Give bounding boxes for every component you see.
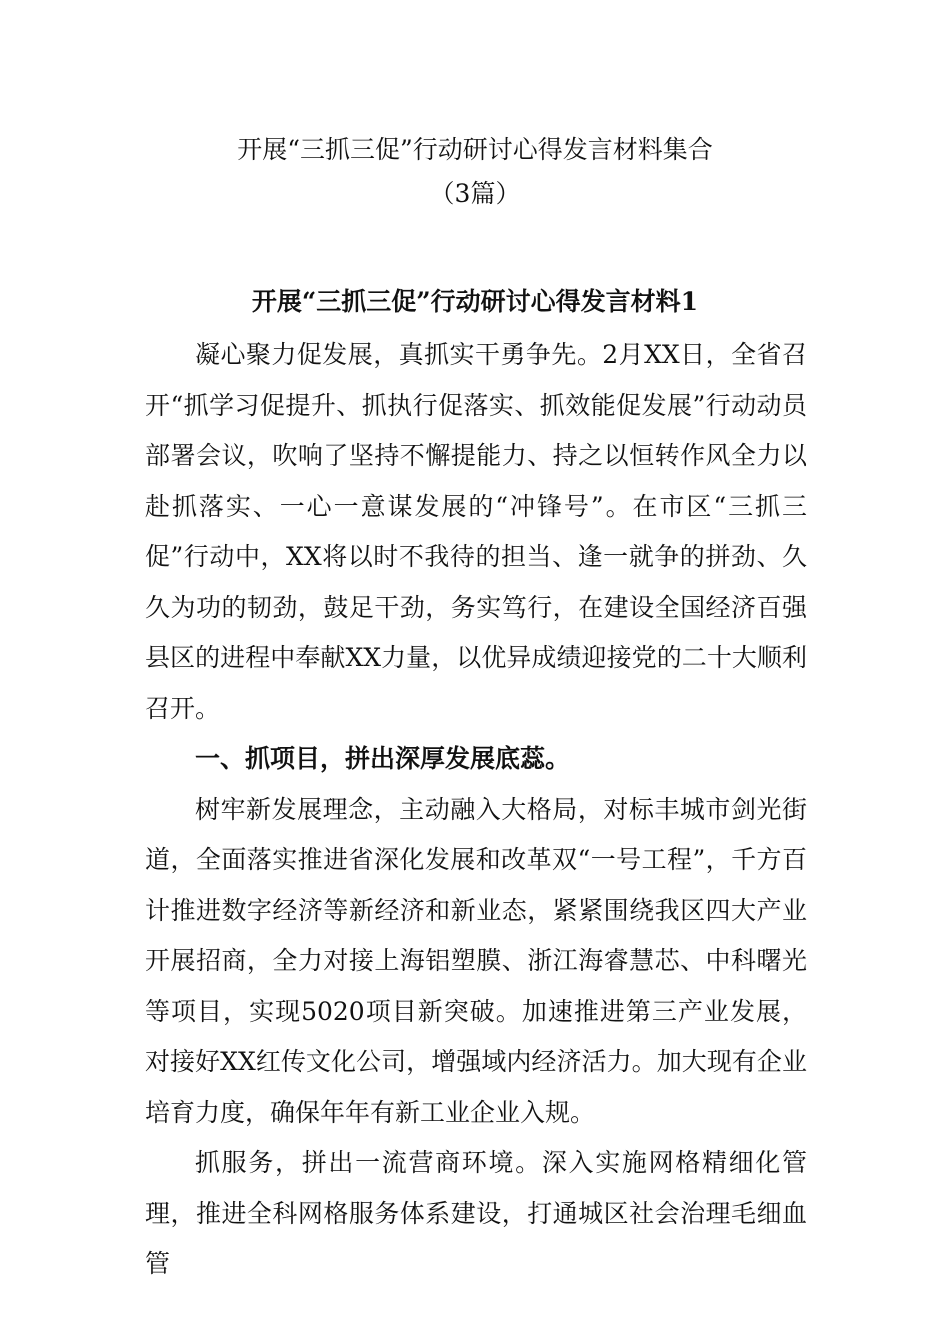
document-body [145,330,807,1290]
paragraph-projects: 树牢新发展理念，主动融入大格局，对标丰城市剑光街道，全面落实推进省深化发展和改革双“一号工程”，千方百计推进数字经济等新经济和新业态，紧紧围绕我区四大产业开展招商，全力对接上海铝塑膜、浙江海睿慧芯、中科曙光等项目，实现5020项目新突破。加速推进第三产业发展，对接好XX红传文化公司，增强域内经济活力。加大现有企业培育力度，确保年年有新工业企业入规。 [145,794,807,1127]
document-title: 开展“三抓三促”行动研讨心得发言材料集合 [237,135,713,164]
section-title: 开展“三抓三促”行动研讨心得发言材料1 [251,287,699,316]
paragraph-services: 抓服务，拼出一流营商环境。深入实施网格精细化管理，推进全科网格服务体系建设，打通城区社会治理毛细血管 [145,1148,807,1278]
document-subtitle: （3篇） [429,179,521,208]
paragraph-heading-1: 一、抓项目，拼出深厚发展底蕊。 [195,744,571,773]
paragraph-intro: 凝心聚力促发展，真抓实干勇争先。2月XX日，全省召开“抓学习促提升、抓执行促落实、抓效能促发展”行动动员部署会议，吹响了坚持不懈提能力、持之以恒转作风全力以赴抓落实、一心一意谋发展的“冲锋号”。在市区“三抓三促”行动中，XX将以时不我待的担当、逢一就争的拼劲、久久为功的韧劲，鼓足干劲，务实笃行，在建设全国经济百强县区的进程中奉献XX力量，以优异成绩迎接党的二十大顺利召开。 [145,340,807,723]
